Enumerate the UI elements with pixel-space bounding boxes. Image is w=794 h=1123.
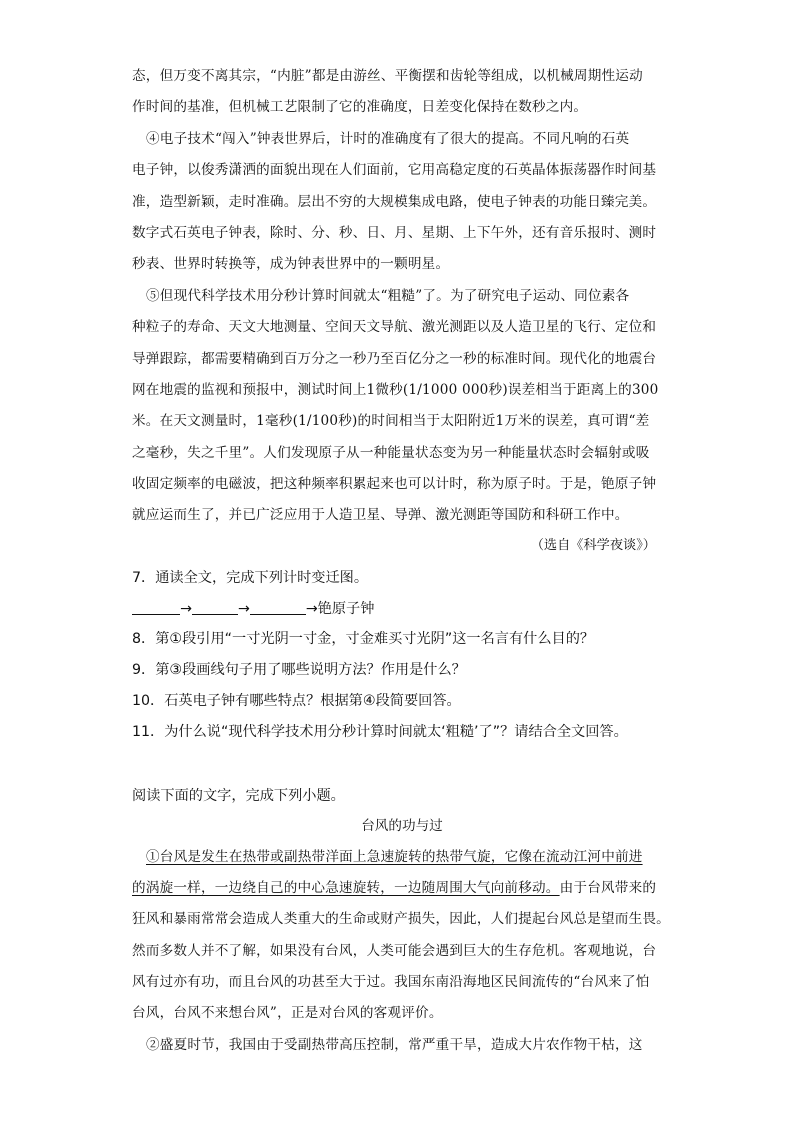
chain-arrow-2: →: [237, 601, 250, 617]
passage2-para1-line-1: [146, 847, 672, 867]
answer-blank-2[interactable]: [192, 599, 238, 615]
passage2-para2-line-1: ②盛夏时节，我国由于受副热带高压控制，常严重干旱，造成大片农作物干枯，这: [146, 1037, 643, 1053]
passage1-para5-line-5: 米。在天文测量时，1毫秒(1/100秒)的时间相当于太阳附近1万米的误差，真可谓“差: [132, 413, 650, 429]
passage2-para1-line-3: 狂风和暴雨常常会造成人类重大的生命或财产损失，因此，人们提起台风总是望而生畏。: [132, 911, 670, 927]
answer-blank-1[interactable]: [132, 599, 180, 615]
passage1-para4-line-4: 数字式石英电子钟表，除时、分、秒、日、月、星期、上下午外，还有音乐报时、测时: [132, 225, 657, 241]
passage1-para5-line-6: 之毫秒，失之千里”。人们发现原子从一种能量状态变为另一种能量状态时会辐射或吸: [132, 445, 650, 461]
passage1-para5-line-3: 导弹跟踪，都需要精确到百万分之一秒乃至百亿分之一秒的标准时间。现代化的地震台: [132, 351, 657, 367]
passage1-para5-line-8: 就应运而生了，并已广泛应用于人造卫星、导弹、激光测距等国防和科研工作中。: [132, 507, 629, 523]
passage1-para4-line-1: ④电子技术“闯入”钟表世界后，计时的准确度有了很大的提高。不同凡响的石英: [146, 131, 630, 147]
passage1-para5-line-1: ⑤但现代科学技术用分秒计算时间就太“粗糙”了。为了研究电子运动、同位素各: [146, 288, 630, 304]
passage1-line-2: 作时间的基准，但机械工艺限制了它的准确度，日差变化保持在数秒之内。: [132, 99, 588, 115]
chain-end: →铯原子钟: [305, 601, 375, 617]
question-7-chain: [132, 598, 672, 620]
question-11: 11．为什么说“现代科学技术用分秒计算时间就太‘粗糙’了”？请结合全文回答。: [132, 724, 628, 740]
passage1-para5-line-2: 种粒子的寿命、天文大地测量、空间天文导航、激光测距以及人造卫星的飞行、定位和: [132, 319, 657, 335]
passage1-para5-line-7: 收固定频率的电磁波，把这种频率积累起来也可以计时，称为原子时。于是，铯原子钟: [132, 476, 657, 492]
passage2-para1-line-4: 然而多数人并不了解，如果没有台风，人类可能会遇到巨大的生存危机。客观地说，台: [132, 943, 657, 959]
passage2-para1-line-5: 风有过亦有功，而且台风的功甚至大于过。我国东南沿海地区民间流传的“台风来了怕: [132, 974, 650, 990]
passage2-title: 台风的功与过: [361, 818, 443, 834]
question-9: 9．第③段画线句子用了哪些说明方法？作用是什么？: [132, 662, 466, 678]
passage1-line-1: 态，但万变不离其宗，“内脏”都是由游丝、平衡摆和齿轮等组成，以机械周期性运动: [132, 68, 643, 84]
passage1-source: （选自《科学夜谈》）: [530, 538, 656, 553]
section2-intro: 阅读下面的文字，完成下列小题。: [132, 788, 345, 804]
passage2-para1-line-2-rest: 由于台风带来的: [559, 880, 657, 896]
question-8: 8．第①段引用“一寸光阴一寸金，寸金难买寸光阴”这一名言有什么目的？: [132, 631, 595, 647]
question-10: 10．石英电子钟有哪些特点？根据第④段简要回答。: [132, 693, 461, 709]
answer-blank-3[interactable]: [250, 599, 306, 615]
passage2-para1-line-2: [132, 878, 672, 898]
underlined-sentence-part-2: 的涡旋一样，一边绕自己的中心急速旋转，一边随周围大气向前移动。: [132, 880, 560, 896]
passage2-para1-line-6: 台风，台风不来想台风”，正是对台风的客观评价。: [132, 1005, 443, 1021]
passage1-para4-line-5: 秒表、世界时转换等，成为钟表世界中的一颗明星。: [132, 256, 450, 272]
passage1-para4-line-3: 准，造型新颖，走时准确。层出不穷的大规模集成电路，使电子钟表的功能日臻完美。: [132, 194, 657, 210]
question-7: 7．通读全文，完成下列计时变迁图。: [132, 570, 369, 586]
passage1-para4-line-2: 电子钟，以俊秀潇洒的面貌出现在人们面前，它用高稳定度的石英晶体振荡器作时间基: [132, 162, 657, 178]
underlined-sentence-part-1: ①台风是发生在热带或副热带洋面上急速旋转的热带气旋，它像在流动江河中前进: [146, 849, 643, 865]
chain-arrow-1: →: [180, 601, 192, 617]
passage1-para5-line-4: 网在地震的监视和预报中，测试时间上1微秒(1/1000 000秒)误差相当于距离上的300: [132, 382, 659, 398]
